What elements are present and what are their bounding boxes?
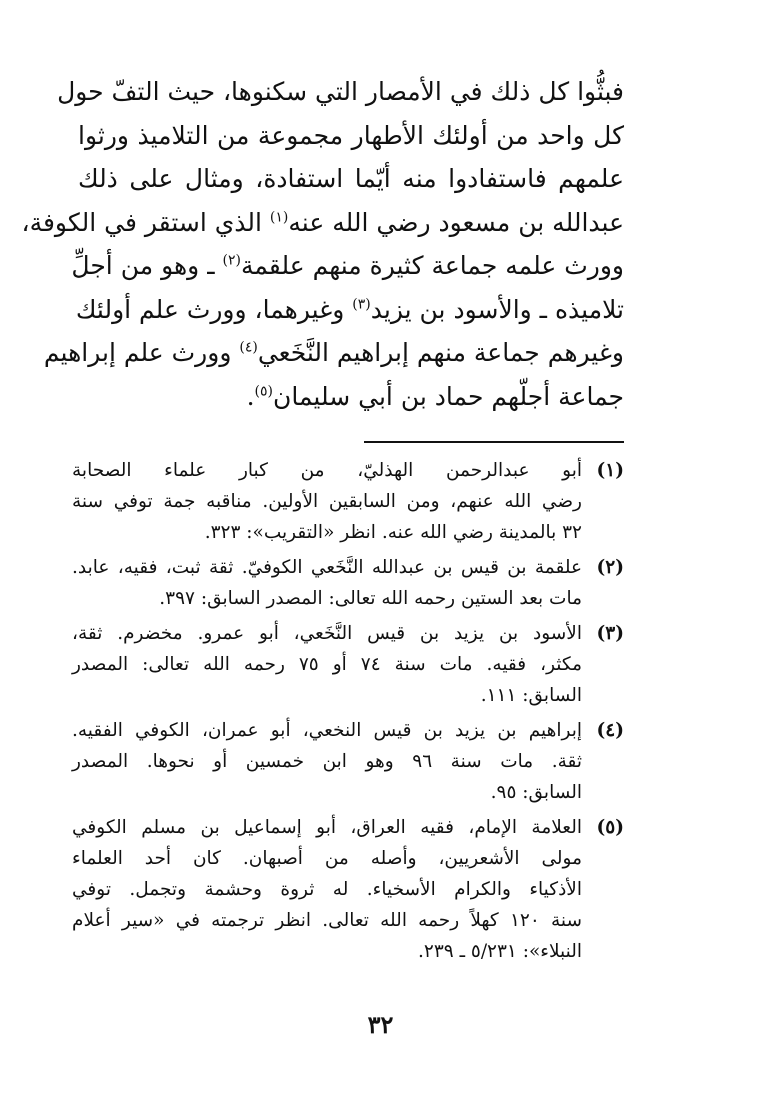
footnote-reference: (١) <box>269 209 289 226</box>
footnote-4 <box>72 715 624 808</box>
footnote-line: مولى الأشعريين، وأصله من أصبهان. كان أحد العلماء <box>72 848 582 869</box>
main-line: كل واحد من أولئك الأطهار مجموعة من التلاميذ ورثوا <box>78 120 624 150</box>
main-line: جماعة أجلّهم حماد بن أبي سليمان$^{(٥)}$. <box>246 381 624 411</box>
footnote-line: السابق: ٩٥. <box>490 782 582 803</box>
footnote-reference: (٢) <box>222 252 241 269</box>
footnote-reference: (٤) <box>239 339 258 356</box>
footnote-line: مات بعد الستين رحمه الله تعالى: المصدر السابق: ٣٩٧. <box>159 588 582 609</box>
footnote-line: الأذكياء والكرام الأسخياء. له ثروة وحشمة وتجمل. توفي <box>72 879 582 900</box>
footnote-reference: (٥) <box>254 383 273 400</box>
footnote-number: (٥) <box>596 817 624 838</box>
main-paragraph <box>21 70 624 418</box>
footnote-line: مكثر، فقيه. مات سنة ٧٤ أو ٧٥ رحمه الله تعالى: المصدر <box>72 654 582 675</box>
footnote-line: العلامة الإمام، فقيه العراق، أبو إسماعيل بن مسلم الكوفي <box>72 817 582 838</box>
footnotes-section <box>72 455 624 971</box>
footnote-line: سنة ١٢٠ كهلاً رحمه الله تعالى. انظر ترجمته في «سير أعلام <box>72 910 582 931</box>
footnote-line: ٣٢ بالمدينة رضي الله عنه. انظر «التقريب»: ٣٢٣. <box>204 522 582 543</box>
footnote-line: علقمة بن قيس بن عبدالله النَّخَعي الكوفيّ. ثقة ثبت، فقيه، عابد. <box>72 557 582 578</box>
footnote-reference: (٣) <box>352 296 371 313</box>
footnote-line: السابق: ١١١. <box>480 685 582 706</box>
footnote-number: (٢) <box>596 557 624 578</box>
main-line: فبثُّوا كل ذلك في الأمصار التي سكنوها، حيث التفّ حول <box>57 77 624 106</box>
footnote-line: رضي الله عنهم، ومن السابقين الأولين. مناقبه جمة توفي سنة <box>72 491 582 512</box>
main-line: وورث علمه جماعة كثيرة منهم علقمة$^{(٢)}$ ـ وهو من أجلِّ <box>71 251 624 280</box>
footnote-1 <box>72 455 624 548</box>
footnote-line: إبراهيم بن يزيد بن قيس النخعي، أبو عمران، الكوفي الفقيه. <box>72 720 582 741</box>
footnote-line: الأسود بن يزيد بن قيس النَّخَعي، أبو عمرو. مخضرم. ثقة، <box>72 623 582 644</box>
footnote-number: (٣) <box>596 623 624 644</box>
footnote-divider <box>364 441 624 443</box>
footnote-number: (١) <box>596 460 624 481</box>
footnote-3 <box>72 618 624 711</box>
footnote-line: أبو عبدالرحمن الهذليّ، من كبار علماء الصحابة <box>72 460 582 481</box>
footnote-2 <box>72 552 624 614</box>
footnote-line: ثقة. مات سنة ٩٦ وهو ابن خمسين أو نحوها. المصدر <box>72 751 583 772</box>
main-line: علمهم فاستفادوا منه أيّما استفادة، ومثال على ذلك <box>78 164 624 193</box>
footnote-number: (٤) <box>596 720 624 741</box>
page-number: ٣٢ <box>367 1010 394 1039</box>
footnote-5 <box>72 812 624 967</box>
main-line: عبدالله بن مسعود رضي الله عنه$^{(١)}$ الذي استقر في الكوفة، <box>21 207 624 237</box>
main-line: تلاميذه ـ والأسود بن يزيد$^{(٣)}$ وغيرهما، وورث علم أولئك <box>75 294 624 324</box>
footnote-line: النبلاء»: ٥/٢٣١ ـ ٢٣٩. <box>418 941 582 962</box>
main-line: وغيرهم جماعة منهم إبراهيم النَّخَعي$^{(٤)}$ وورث علم إبراهيم <box>43 338 624 367</box>
